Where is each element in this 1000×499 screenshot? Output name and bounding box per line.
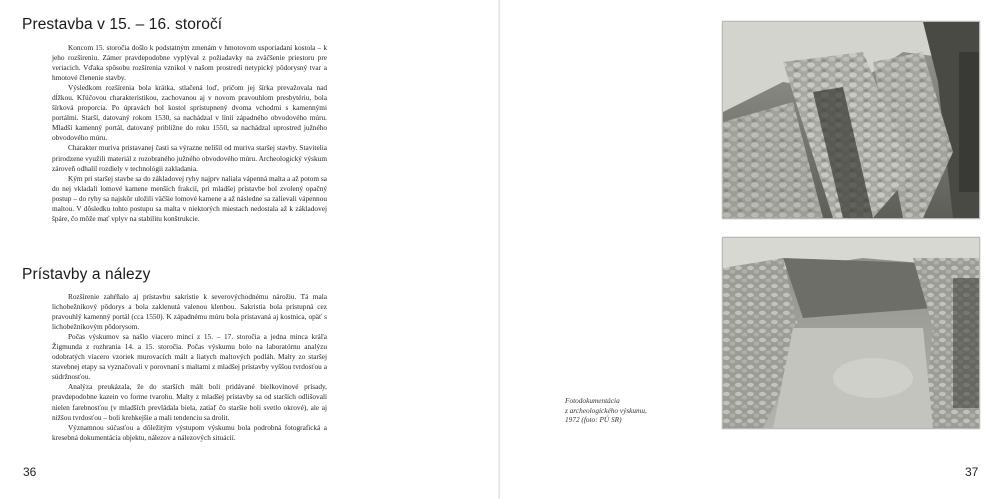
paragraph: Charakter muriva pristavanej časti sa výrazne nelíšil od muriva staršej stavby. Stavitelia prirodzene využili materiál z rozobraného južného obvodového múru. Archeologický výskum zároveň odhalil rozdiely v technológii zakladania. xyxy=(52,143,327,173)
paragraph: Kým pri staršej stavbe sa do základovej ryhy najprv naliala vápenná malta a až potom sa do nej vkladali lomové kamene menších frakcií, pri mladšej prístavbe bol zvolený opačný postup – do ryhy sa najskôr uložili väčšie lomové kamene a až následne sa zalievali vápennou maltou. V dôsledku tohto postupu sa malta v niektorých miestach nedostala až k základovej špáre, čo môže mať vplyv na stabilitu konštrukcie. xyxy=(52,173,327,223)
caption-line: 1972 (foto: PÚ SR) xyxy=(565,415,622,425)
heading-extensions-finds: Prístavby a nálezy xyxy=(22,266,151,283)
section-reconstruction-text xyxy=(52,43,327,224)
excavation-photo-bottom xyxy=(722,237,980,429)
excavation-photo-top xyxy=(722,21,980,219)
paragraph: Analýza preukázala, že do starších mált boli pridávané bielkovinové prísady, pravdepodobne kazein vo forme tvarohu. Malty z mladšej prístavby sa od starších odlišovali nielen farebnosťou (v mladších prevládala biela, zatiaľ čo staršie boli svetlo okrové), ale aj nižšou tvrdosťou – boli krehkejšie a mali tendenciu sa drolit. xyxy=(52,382,327,422)
page-number-right: 37 xyxy=(965,465,979,479)
caption-line: Fotodokumentácia xyxy=(565,396,620,405)
paragraph: Počas výskumov sa našlo viacero mincí z 15. – 17. storočia a jedna minca kráľa Žigmunda z rozhrania 14. a 15. storočia. Počas výskumu bolo na laboratórnu analýzu odobratých viacero vzoriek murovacích mált a liatych maltových podláh. Malty zo staršej stavebnej etapy sa vyznačovali v porovnaní s maltami z mladšej prístavby vyššou tvrdosťou a súdržnosťou. xyxy=(52,332,327,382)
caption-line: z archeologického výskumu, xyxy=(565,405,647,415)
section-extensions-text xyxy=(52,292,327,443)
paragraph: Výsledkom rozšírenia bola krátka, stlačená loď, pričom jej šírka prevažovala nad dĺžkou. Kľúčovou charakteristikou, zachovanou aj v novom pravouhlom presbytériu, bola šírková proporcia. Po úpravách bol kostol sprístupnený dvoma vchodmi s kamennými portálmi. Starší, datovaný rokom 1530, sa nachádzal v línii západného obvodového múru. Mladší kamenný portál, datovaný približne do roku 1550, sa nachádzal uprostred južného obvodového múru. xyxy=(52,83,327,143)
paragraph: Rozšírenie zahŕňalo aj prístavbu sakristie k severovýchodnému nárožiu. Tá mala lichobežníkový pôdorys a bola zaklenutá valenou klenbou. Sakristia bola prístupná cez pravouhlý kamenný portál (cca 1550). K západnému múru bola pristavaná aj kostnica, opäť s lichobežníkovým pôdorysom. xyxy=(52,292,327,332)
photo-caption xyxy=(565,396,705,425)
page-number-left: 36 xyxy=(23,465,37,479)
heading-reconstruction: Prestavba v 15. – 16. storočí xyxy=(22,16,223,33)
paragraph: Koncom 15. storočia došlo k podstatným zmenám v hmotovom usporiadaní kostola – k jeho rozšíreniu. Zámer pravdepodobne vyplýval z požiadavky na zväčšenie priestoru pre veriacich. Vďaka spôsobu rozšírenia vznikol v našom prostredí netypický pôdorysný tvar a hmotové členenie stavby. xyxy=(52,43,327,83)
paragraph: Významnou súčasťou a dôležitým výstupom výskumu bola podrobná fotografická a kresebná dokumentácia objektu, nálezov a nálezových situácií. xyxy=(52,422,327,442)
